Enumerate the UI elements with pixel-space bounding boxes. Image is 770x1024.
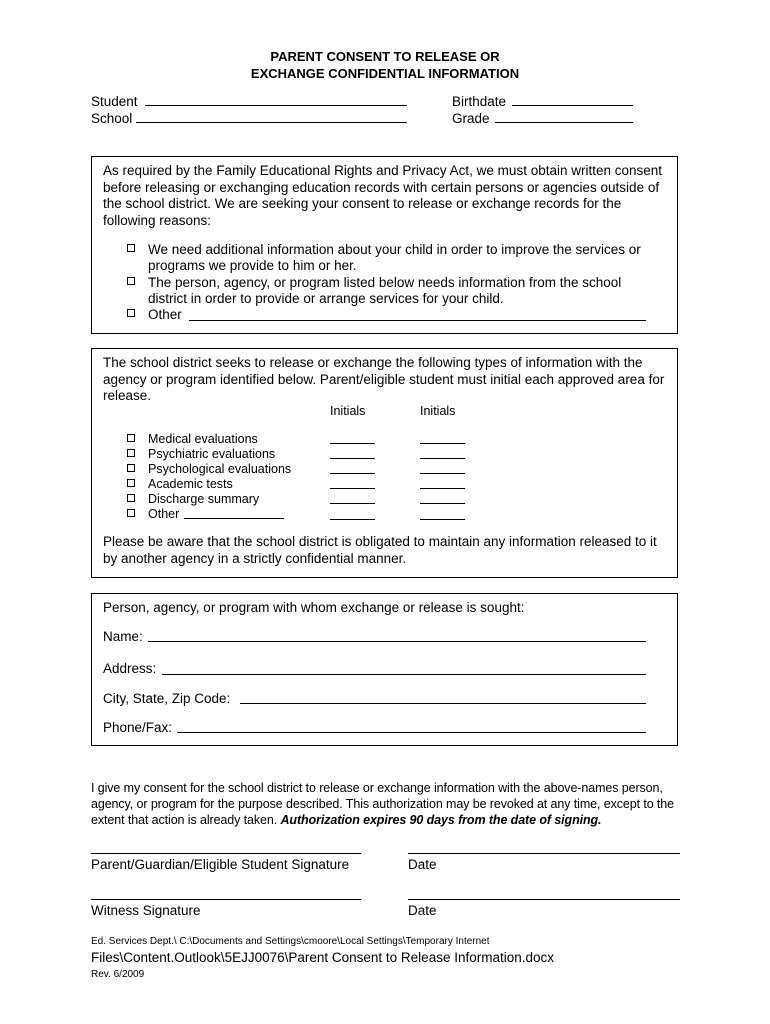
item-medical-initials-1[interactable] (330, 443, 375, 444)
student-field[interactable] (145, 105, 407, 106)
birthdate-label: Birthdate (452, 94, 507, 109)
name-label: Name: (103, 629, 143, 644)
item-medical-label: Medical evaluations (148, 432, 258, 446)
item-other-field[interactable] (184, 518, 284, 519)
city-state-zip-label: City, State, Zip Code: (103, 691, 231, 706)
form-title-line1: PARENT CONSENT TO RELEASE OR (270, 49, 500, 64)
item-psychiatric-label: Psychiatric evaluations (148, 447, 276, 461)
reason-other-field[interactable] (189, 320, 646, 321)
witness-date-line[interactable] (408, 899, 680, 900)
school-field[interactable] (136, 122, 407, 123)
footer-path-line2: Files\Content.Outlook\5EJJ0076\Parent Consent to Release Information.docx (91, 950, 555, 965)
reason1-text-line1: We need additional information about your child in order to improve the services or (148, 242, 641, 257)
address-field[interactable] (162, 674, 646, 675)
reason2-text-line2: district in order to provide or arrange services for your child. (148, 291, 504, 306)
birthdate-field[interactable] (512, 105, 633, 106)
parent-signature-line[interactable] (91, 853, 361, 854)
consent-text: I give my consent for the school district to release or exchange information with the above-names person, agency, or program for the purpose described. This authorization may be revoked at any time, except to the extent that action is already taken. (91, 781, 675, 827)
item-psychological-initials-2[interactable] (420, 473, 465, 474)
item-psychiatric-checkbox[interactable] (127, 449, 135, 457)
grade-field[interactable] (495, 122, 633, 123)
contact-heading: Person, agency, or program with whom exchange or release is sought: (103, 600, 525, 615)
address-label: Address: (103, 661, 157, 676)
phone-fax-label: Phone/Fax: (103, 720, 173, 735)
item-other-initials-1[interactable] (330, 519, 375, 520)
item-academic-label: Academic tests (148, 477, 233, 491)
item-psychiatric-initials-1[interactable] (330, 458, 375, 459)
expiration-notice: Authorization expires 90 days from the date of signing. (280, 813, 602, 827)
city-state-zip-field[interactable] (240, 703, 646, 704)
witness-date-label: Date (408, 903, 437, 918)
reason2-text-line1: The person, agency, or program listed below needs information from the school (148, 275, 622, 290)
item-academic-initials-2[interactable] (420, 488, 465, 489)
consent-statement (91, 780, 681, 828)
item-discharge-checkbox[interactable] (127, 494, 135, 502)
initials-header-1: Initials (330, 404, 366, 418)
item-academic-initials-1[interactable] (330, 488, 375, 489)
item-medical-initials-2[interactable] (420, 443, 465, 444)
footer-revision: Rev. 6/2009 (91, 969, 145, 980)
form-title-line2: EXCHANGE CONFIDENTIAL INFORMATION (250, 66, 520, 81)
item-discharge-initials-2[interactable] (420, 503, 465, 504)
ferpa-intro-text: As required by the Family Educational Rights and Privacy Act, we must obtain written consent before releasing or exchanging education records with certain persons or agencies outside of the school district. We are seeking your consent to release or exchange records for the following reasons: (103, 163, 663, 228)
item-academic-checkbox[interactable] (127, 479, 135, 487)
initials-header-2: Initials (420, 404, 456, 418)
item-other-label: Other (148, 507, 180, 521)
reason1-checkbox[interactable] (127, 244, 135, 252)
reason1-text-line2: programs we provide to him or her. (148, 258, 357, 273)
parent-date-label: Date (408, 857, 437, 872)
school-label: School (91, 111, 133, 126)
reason3-text: Other (148, 307, 182, 322)
witness-signature-label: Witness Signature (91, 903, 201, 918)
item-psychiatric-initials-2[interactable] (420, 458, 465, 459)
item-discharge-initials-1[interactable] (330, 503, 375, 504)
info-intro-text: The school district seeks to release or exchange the following types of information with the agency or program identified below. Parent/eligible student must initial each approved area for release. (103, 355, 665, 403)
phone-fax-field[interactable] (177, 732, 646, 733)
item-discharge-label: Discharge summary (148, 492, 260, 506)
item-other-initials-2[interactable] (420, 519, 465, 520)
student-label: Student (91, 94, 138, 109)
footer-path-line1: Ed. Services Dept.\ C:\Documents and Settings\cmoore\Local Settings\Temporary Internet (91, 936, 490, 947)
reason3-checkbox[interactable] (127, 309, 135, 317)
item-psychological-label: Psychological evaluations (148, 462, 292, 476)
parent-signature-label: Parent/Guardian/Eligible Student Signature (91, 857, 350, 872)
parent-date-line[interactable] (408, 853, 680, 854)
reason2-checkbox[interactable] (127, 277, 135, 285)
witness-signature-line[interactable] (91, 899, 361, 900)
item-other-checkbox[interactable] (127, 509, 135, 517)
item-medical-checkbox[interactable] (127, 434, 135, 442)
grade-label: Grade (452, 111, 490, 126)
item-psychological-checkbox[interactable] (127, 464, 135, 472)
confidentiality-notice: Please be aware that the school district is obligated to maintain any information released to it by another agency in a strictly confidential manner. (103, 534, 657, 566)
name-field[interactable] (148, 641, 646, 642)
item-psychological-initials-1[interactable] (330, 473, 375, 474)
